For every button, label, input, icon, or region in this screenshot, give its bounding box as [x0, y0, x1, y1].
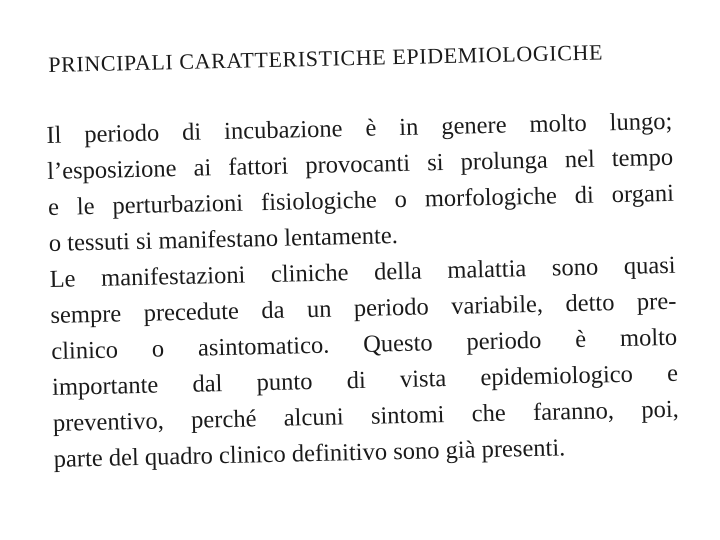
text-line: clinico o asintomatico. Questo periodo è molto	[50, 323, 678, 365]
text-line: l’esposizione ai fattori provocanti si prolunga nel tempo	[46, 143, 674, 185]
body-paragraph	[46, 104, 680, 478]
text-line: sempre precedute da un periodo variabile, detto pre-	[50, 287, 677, 329]
text-line: Il periodo di incubazione è in genere molto lungo;	[46, 107, 673, 149]
text-line: e le perturbazioni fisiologiche o morfologiche di organi	[47, 179, 675, 221]
text-line: parte del quadro clinico definitivo sono già presenti.	[53, 434, 566, 473]
text-line: preventivo, perché alcuni sintomi che faranno, poi,	[52, 395, 680, 437]
section-heading: PRINCIPALI CARATTERISTICHE EPIDEMIOLOGICHE	[48, 39, 604, 77]
text-line: Le manifestazioni cliniche della malattia sono quasi	[49, 251, 676, 293]
text-line: o tessuti si manifestano lentamente.	[48, 222, 399, 257]
text-line: importante dal punto di vista epidemiologico e	[51, 359, 679, 401]
